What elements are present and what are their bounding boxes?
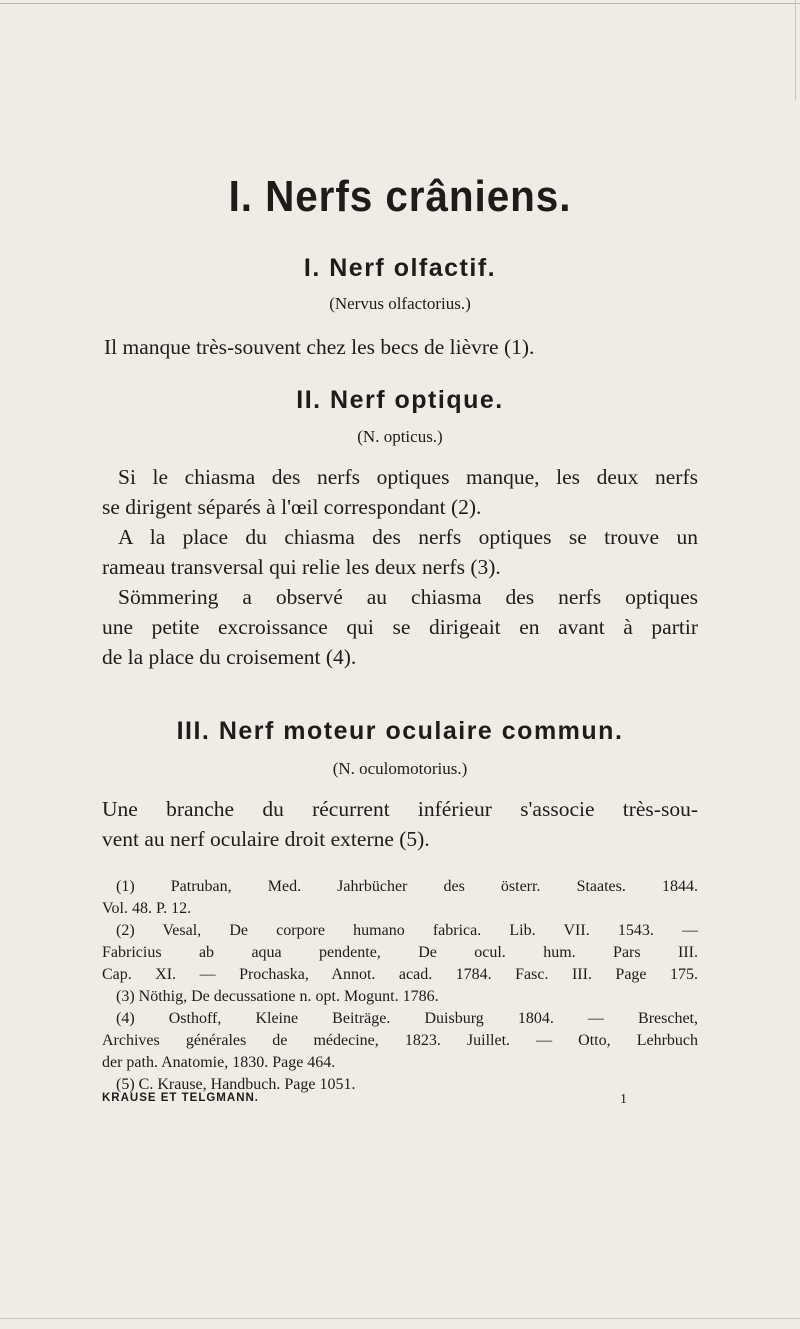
section-latin-moteur-oculaire: (N. oculomotorius.) xyxy=(332,759,468,778)
text-line: Si le chiasma des nerfs optiques manque, les deux nerfs xyxy=(118,465,698,489)
section-title-moteur-oculaire: III. Nerf moteur oculaire commun. xyxy=(176,717,624,745)
footnote-line: (1) Patruban, Med. Jahrbücher des österr. Staates. 1844. xyxy=(116,878,698,895)
paragraph-olfactif xyxy=(102,332,698,362)
text-line: Sömmering a observé au chiasma des nerfs optiques xyxy=(118,585,698,609)
footnotes xyxy=(102,876,698,1096)
text-line: de la place du croisement (4). xyxy=(102,645,357,669)
text-line: Il manque très-souvent chez les becs de lièvre (1). xyxy=(104,335,535,359)
right-edge-line xyxy=(795,0,796,100)
section-title-optique: II. Nerf optique. xyxy=(296,386,504,414)
paragraph-moteur-oculaire xyxy=(102,794,698,854)
bottom-edge-line xyxy=(0,1318,800,1319)
text-line: vent au nerf oculaire droit externe (5). xyxy=(102,827,430,851)
top-edge-line xyxy=(0,3,800,4)
text-line: Une branche du récurrent inférieur s'associe très-sou- xyxy=(102,797,698,821)
chapter-title: I. Nerfs crâniens. xyxy=(228,172,572,221)
footnote-line: Cap. XI. — Prochaska, Annot. acad. 1784. Fasc. III. Page 175. xyxy=(102,966,698,983)
printer-signature xyxy=(102,1092,698,1107)
footnote-line: (2) Vesal, De corpore humano fabrica. Lib. VII. 1543. — xyxy=(116,922,698,939)
footnote-line: (5) C. Krause, Handbuch. Page 1051. xyxy=(116,1076,356,1093)
section-latin-olfactif: (Nervus olfactorius.) xyxy=(329,294,471,313)
footnote-line: der path. Anatomie, 1830. Page 464. xyxy=(102,1054,336,1071)
footnote-line: Archives générales de médecine, 1823. Juillet. — Otto, Lehrbuch xyxy=(102,1032,698,1049)
footnote-line: Vol. 48. P. 12. xyxy=(102,900,192,917)
text-line: une petite excroissance qui se dirigeait en avant à partir xyxy=(102,615,698,639)
signature-number: 1 xyxy=(620,1092,628,1107)
footnote-line: (4) Osthoff, Kleine Beiträge. Duisburg 1804. — Breschet, xyxy=(116,1010,698,1027)
section-title-olfactif: I. Nerf olfactif. xyxy=(303,254,497,282)
signature-text: KRAUSE ET TELGMANN. xyxy=(102,1092,259,1104)
text-line: se dirigent séparés à l'œil correspondant (2). xyxy=(102,495,482,519)
text-line: rameau transversal qui relie les deux nerfs (3). xyxy=(102,555,501,579)
footnote-line: Fabricius ab aqua pendente, De ocul. hum. Pars III. xyxy=(102,944,698,961)
footnote-line: (3) Nöthig, De decussatione n. opt. Mogunt. 1786. xyxy=(116,988,439,1005)
paragraph-optique xyxy=(102,462,698,672)
section-latin-optique: (N. opticus.) xyxy=(357,427,443,446)
text-line: A la place du chiasma des nerfs optiques se trouve un xyxy=(118,525,698,549)
